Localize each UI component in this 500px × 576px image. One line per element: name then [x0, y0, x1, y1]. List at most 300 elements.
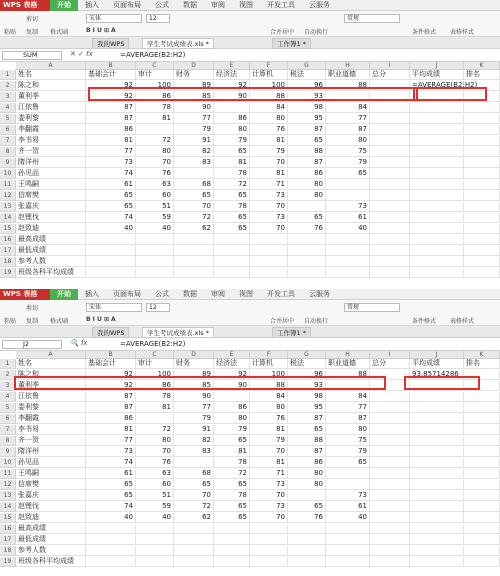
cell[interactable]: 91	[174, 425, 214, 435]
cell[interactable]	[464, 213, 500, 223]
cell[interactable]	[370, 246, 410, 256]
cell[interactable]: 73	[250, 213, 288, 223]
cell[interactable]: 税法	[288, 359, 326, 369]
cell[interactable]: 陈之和	[16, 81, 86, 91]
menu-review[interactable]: 审阅	[211, 289, 225, 298]
cell[interactable]	[410, 392, 464, 402]
cell[interactable]	[136, 546, 174, 556]
cell[interactable]	[214, 392, 250, 402]
wps-logo[interactable]: WPS 表格	[0, 289, 50, 300]
cell[interactable]	[464, 458, 500, 468]
cell[interactable]	[136, 535, 174, 545]
cell[interactable]	[370, 213, 410, 223]
cell[interactable]: 65	[326, 458, 370, 468]
tab-student-grades[interactable]: 学生考试成绩表.xls *	[142, 38, 214, 49]
cell[interactable]: 87	[86, 114, 136, 124]
cell[interactable]	[288, 202, 326, 212]
cell[interactable]	[86, 557, 136, 567]
row-header[interactable]: 17	[0, 246, 16, 256]
row-header[interactable]: 18	[0, 546, 16, 556]
cell[interactable]: 61	[326, 502, 370, 512]
cell[interactable]	[410, 136, 464, 146]
cell[interactable]	[174, 458, 214, 468]
cell[interactable]	[464, 392, 500, 402]
cell[interactable]	[250, 246, 288, 256]
cell[interactable]: 40	[136, 513, 174, 523]
copy-button[interactable]: 复制	[26, 318, 39, 325]
cell[interactable]	[410, 125, 464, 135]
bold-button[interactable]: B I U ⊞ A	[86, 316, 116, 323]
cell[interactable]: 62	[174, 513, 214, 523]
cell[interactable]: 81	[250, 169, 288, 179]
row-header[interactable]: 7	[0, 136, 16, 146]
menu-start[interactable]: 开始	[50, 289, 78, 300]
cell[interactable]: 最低成绩	[16, 246, 86, 256]
fx-icon[interactable]: ✕ ✓ fx	[70, 50, 93, 58]
cell[interactable]: 88	[326, 81, 370, 91]
cell[interactable]: 85	[174, 92, 214, 102]
cell[interactable]: 74	[86, 169, 136, 179]
table-style-button[interactable]: 表格样式	[450, 29, 475, 36]
cell[interactable]: 70	[250, 513, 288, 523]
cell[interactable]: 隋洋州	[16, 447, 86, 457]
cell[interactable]	[214, 546, 250, 556]
cell[interactable]	[370, 414, 410, 424]
cell[interactable]: 80	[214, 125, 250, 135]
cell[interactable]: 86	[288, 169, 326, 179]
cell[interactable]	[214, 246, 250, 256]
conditional-format-button[interactable]: 条件格式	[412, 29, 437, 36]
cell[interactable]	[370, 224, 410, 234]
cell[interactable]: 86	[214, 114, 250, 124]
cell[interactable]	[174, 246, 214, 256]
cell[interactable]	[464, 524, 500, 534]
row-header[interactable]: 3	[0, 92, 16, 102]
cell[interactable]: 娄利黎	[16, 114, 86, 124]
row-header[interactable]: 3	[0, 381, 16, 391]
cell[interactable]: 92	[214, 370, 250, 380]
row-header[interactable]: 5	[0, 403, 16, 413]
cell[interactable]	[464, 268, 500, 278]
cell[interactable]: 80	[250, 114, 288, 124]
cell[interactable]	[370, 403, 410, 413]
cell[interactable]: 91	[174, 136, 214, 146]
cell[interactable]: 60	[136, 480, 174, 490]
cell[interactable]	[136, 524, 174, 534]
cell[interactable]	[464, 480, 500, 490]
cell[interactable]: 孙见品	[16, 169, 86, 179]
cell[interactable]: 40	[136, 224, 174, 234]
wrap-button[interactable]: 自动换行	[304, 29, 329, 36]
cell[interactable]	[410, 513, 464, 523]
cell[interactable]: 59	[136, 213, 174, 223]
cell[interactable]: 96	[288, 370, 326, 380]
cell[interactable]	[370, 436, 410, 446]
cell[interactable]: 73	[250, 191, 288, 201]
cell[interactable]: 赵致迪	[16, 513, 86, 523]
cell[interactable]: 61	[86, 180, 136, 190]
cell[interactable]: 江依鲁	[16, 392, 86, 402]
cell[interactable]: 赵锂伐	[16, 213, 86, 223]
cell[interactable]: 87	[326, 414, 370, 424]
cell[interactable]: 100	[250, 370, 288, 380]
cell[interactable]	[410, 180, 464, 190]
column-header-H[interactable]: H	[326, 62, 370, 70]
cell[interactable]	[410, 557, 464, 567]
cell[interactable]	[288, 557, 326, 567]
cell[interactable]: 79	[214, 425, 250, 435]
cell[interactable]: 赵锂伐	[16, 502, 86, 512]
cell[interactable]	[250, 235, 288, 245]
cell[interactable]: 85	[174, 381, 214, 391]
column-header-A[interactable]: A	[16, 351, 86, 359]
cell[interactable]	[410, 469, 464, 479]
format-painter-button[interactable]: 格式刷	[50, 29, 69, 36]
cell[interactable]: 65	[174, 191, 214, 201]
column-header-J[interactable]: J	[410, 351, 464, 359]
cell[interactable]: 平均成绩	[410, 70, 464, 80]
cell[interactable]: 江依鲁	[16, 103, 86, 113]
cell[interactable]	[370, 447, 410, 457]
cell[interactable]	[464, 535, 500, 545]
cell[interactable]	[370, 513, 410, 523]
menu-data[interactable]: 数据	[183, 0, 197, 9]
cell[interactable]: 80	[326, 425, 370, 435]
cell[interactable]	[464, 546, 500, 556]
cell[interactable]	[464, 513, 500, 523]
row-header[interactable]: 10	[0, 458, 16, 468]
cell[interactable]: 72	[136, 136, 174, 146]
fx-icon[interactable]: 🔍 fx	[70, 339, 88, 347]
cell[interactable]: 72	[214, 469, 250, 479]
cell[interactable]	[410, 458, 464, 468]
cell[interactable]: 基础会计	[86, 70, 136, 80]
tab-my-wps[interactable]: 我的WPS	[92, 327, 129, 338]
cell[interactable]	[410, 535, 464, 545]
number-format-select[interactable]: 常规	[344, 303, 400, 312]
cell[interactable]: 84	[250, 103, 288, 113]
wrap-button[interactable]: 自动换行	[304, 318, 329, 325]
cell[interactable]: 71	[250, 180, 288, 190]
cell[interactable]	[370, 480, 410, 490]
cell[interactable]	[370, 257, 410, 267]
cell[interactable]: 65	[86, 480, 136, 490]
menu-view[interactable]: 视图	[239, 289, 253, 298]
cell[interactable]	[410, 480, 464, 490]
cell[interactable]: 86	[136, 92, 174, 102]
cell[interactable]: 65	[326, 169, 370, 179]
cell[interactable]: 93	[288, 381, 326, 391]
cell[interactable]	[326, 257, 370, 267]
cell[interactable]: =AVERAGE(B2:H2)	[412, 81, 478, 89]
row-header[interactable]: 16	[0, 524, 16, 534]
cell[interactable]	[410, 268, 464, 278]
cell[interactable]	[370, 235, 410, 245]
menu-formula[interactable]: 公式	[155, 0, 169, 9]
cell[interactable]	[370, 425, 410, 435]
menu-review[interactable]: 审阅	[211, 0, 225, 9]
cell[interactable]: 76	[250, 414, 288, 424]
column-header-C[interactable]: C	[136, 351, 174, 359]
cell[interactable]: 40	[326, 224, 370, 234]
cell[interactable]: 60	[136, 191, 174, 201]
cell[interactable]: 82	[174, 147, 214, 157]
cell[interactable]	[370, 169, 410, 179]
column-header-F[interactable]: F	[250, 351, 288, 359]
cell[interactable]: 78	[214, 169, 250, 179]
row-header[interactable]: 19	[0, 268, 16, 278]
cell[interactable]: 65	[214, 513, 250, 523]
cell[interactable]	[136, 414, 174, 424]
cell[interactable]: 经济法	[214, 70, 250, 80]
cell[interactable]	[86, 257, 136, 267]
cell[interactable]: 59	[136, 502, 174, 512]
cell[interactable]: 90	[214, 92, 250, 102]
cell[interactable]: 73	[86, 158, 136, 168]
cell[interactable]: 87	[86, 392, 136, 402]
cell[interactable]: 63	[136, 180, 174, 190]
cell[interactable]: 职业道德	[326, 70, 370, 80]
cell[interactable]: 86	[86, 125, 136, 135]
cell[interactable]: 87	[326, 125, 370, 135]
cell[interactable]	[214, 257, 250, 267]
cell[interactable]: 税法	[288, 70, 326, 80]
cell[interactable]: 79	[250, 436, 288, 446]
cell[interactable]: 65	[214, 213, 250, 223]
cell[interactable]	[174, 257, 214, 267]
cell[interactable]	[410, 213, 464, 223]
cell[interactable]: 40	[86, 513, 136, 523]
cell[interactable]: 81	[214, 158, 250, 168]
cell[interactable]: 84	[250, 392, 288, 402]
row-header[interactable]: 14	[0, 213, 16, 223]
cell[interactable]: 90	[214, 381, 250, 391]
cell[interactable]: 董利季	[16, 92, 86, 102]
cell[interactable]	[174, 169, 214, 179]
column-header-D[interactable]: D	[174, 351, 214, 359]
tab-workbook1[interactable]: 工作簿1 *	[272, 327, 311, 338]
cell[interactable]: 78	[214, 458, 250, 468]
cell[interactable]: 审计	[136, 70, 174, 80]
cell[interactable]: 82	[174, 436, 214, 446]
cell[interactable]	[410, 224, 464, 234]
cell[interactable]	[410, 257, 464, 267]
formula-input[interactable]: =AVERAGE(B2:H2)	[120, 51, 186, 59]
cell[interactable]: 隋洋州	[16, 158, 86, 168]
cell[interactable]: 65	[86, 491, 136, 501]
cell[interactable]: 88	[250, 92, 288, 102]
cell[interactable]	[288, 235, 326, 245]
cell[interactable]: 李书易	[16, 136, 86, 146]
cell[interactable]: 81	[86, 425, 136, 435]
cell[interactable]: 87	[288, 125, 326, 135]
cell[interactable]: 87	[288, 414, 326, 424]
cell[interactable]: 姓名	[16, 70, 86, 80]
cell[interactable]	[370, 458, 410, 468]
cell[interactable]	[370, 180, 410, 190]
paste-button[interactable]: 粘贴	[4, 318, 17, 325]
cell[interactable]	[326, 235, 370, 245]
row-header[interactable]: 9	[0, 158, 16, 168]
cell[interactable]: 90	[174, 103, 214, 113]
cell[interactable]: 80	[326, 136, 370, 146]
cell[interactable]: 63	[136, 469, 174, 479]
menu-dev-tools[interactable]: 开发工具	[267, 289, 295, 298]
cell[interactable]: 最高成绩	[16, 235, 86, 245]
cell[interactable]	[288, 524, 326, 534]
cell[interactable]: 娄利黎	[16, 403, 86, 413]
cell[interactable]: 信席樊	[16, 480, 86, 490]
column-header-K[interactable]: K	[464, 351, 500, 359]
cell[interactable]	[174, 268, 214, 278]
cell[interactable]: 88	[326, 370, 370, 380]
merge-button[interactable]: 合并居中	[270, 318, 295, 325]
row-header[interactable]: 19	[0, 557, 16, 567]
column-header-A[interactable]: A	[16, 62, 86, 70]
cell[interactable]: 信席樊	[16, 191, 86, 201]
cell[interactable]	[370, 546, 410, 556]
cell[interactable]: 总分	[370, 359, 410, 369]
cell[interactable]: 79	[174, 414, 214, 424]
cell[interactable]	[464, 246, 500, 256]
cell[interactable]: 王鸣嗣	[16, 180, 86, 190]
row-header[interactable]: 4	[0, 103, 16, 113]
cell[interactable]: 92	[214, 81, 250, 91]
cell[interactable]	[370, 392, 410, 402]
cell[interactable]	[250, 535, 288, 545]
cell[interactable]: 40	[326, 513, 370, 523]
cell[interactable]: 70	[250, 158, 288, 168]
cell[interactable]	[410, 202, 464, 212]
tab-workbook1[interactable]: 工作簿1 *	[272, 38, 311, 49]
cell[interactable]	[464, 169, 500, 179]
cell[interactable]	[370, 535, 410, 545]
cell[interactable]	[410, 491, 464, 501]
font-size-select[interactable]: 12	[146, 303, 170, 312]
cell[interactable]: 73	[250, 502, 288, 512]
cell[interactable]	[86, 235, 136, 245]
cell[interactable]	[464, 180, 500, 190]
cell[interactable]: 65	[214, 224, 250, 234]
cell[interactable]: 80	[136, 147, 174, 157]
cell[interactable]: 88	[250, 381, 288, 391]
cell[interactable]: 100	[136, 81, 174, 91]
cell[interactable]	[370, 158, 410, 168]
cell[interactable]: 70	[174, 491, 214, 501]
cell[interactable]	[370, 557, 410, 567]
conditional-format-button[interactable]: 条件格式	[412, 318, 437, 325]
cell[interactable]	[464, 103, 500, 113]
cell[interactable]: 62	[174, 224, 214, 234]
cell[interactable]	[410, 546, 464, 556]
cell[interactable]: 86	[214, 403, 250, 413]
cell[interactable]	[410, 191, 464, 201]
cell[interactable]: 65	[86, 191, 136, 201]
cell[interactable]	[370, 147, 410, 157]
cell[interactable]	[174, 524, 214, 534]
cell[interactable]	[214, 103, 250, 113]
cell[interactable]	[136, 557, 174, 567]
cell[interactable]: 77	[174, 403, 214, 413]
cell[interactable]: 审计	[136, 359, 174, 369]
cell[interactable]: 68	[174, 469, 214, 479]
paste-button[interactable]: 粘贴	[4, 29, 17, 36]
cell[interactable]	[370, 191, 410, 201]
column-header-B[interactable]: B	[86, 62, 136, 70]
cell[interactable]: 财务	[174, 70, 214, 80]
cell[interactable]	[288, 491, 326, 501]
cell[interactable]: 65	[288, 213, 326, 223]
cell[interactable]: 100	[136, 370, 174, 380]
row-header[interactable]: 14	[0, 502, 16, 512]
cell[interactable]	[370, 136, 410, 146]
row-header[interactable]: 12	[0, 480, 16, 490]
cell[interactable]	[136, 246, 174, 256]
cell[interactable]	[464, 557, 500, 567]
cell[interactable]	[86, 246, 136, 256]
merge-button[interactable]: 合并居中	[270, 29, 295, 36]
row-header[interactable]: 8	[0, 436, 16, 446]
cell[interactable]	[464, 414, 500, 424]
cell[interactable]	[464, 425, 500, 435]
cell[interactable]	[370, 103, 410, 113]
row-header[interactable]: 1	[0, 70, 16, 80]
cell[interactable]: 78	[214, 491, 250, 501]
cell[interactable]	[464, 158, 500, 168]
cell[interactable]: 92	[86, 381, 136, 391]
cell[interactable]: 79	[326, 447, 370, 457]
cell[interactable]	[370, 202, 410, 212]
number-format-select[interactable]: 常规	[344, 14, 400, 23]
cell[interactable]: 参考人数	[16, 546, 86, 556]
cell[interactable]	[250, 546, 288, 556]
font-select[interactable]: 宋体	[86, 14, 142, 23]
cell[interactable]: 40	[86, 224, 136, 234]
cell[interactable]: 排名	[464, 359, 500, 369]
cell[interactable]	[464, 257, 500, 267]
cell[interactable]: 80	[288, 180, 326, 190]
cell[interactable]: 81	[214, 447, 250, 457]
cell[interactable]	[410, 246, 464, 256]
row-header[interactable]: 6	[0, 125, 16, 135]
cell[interactable]: 65	[288, 136, 326, 146]
cell[interactable]: 65	[214, 480, 250, 490]
cell[interactable]	[464, 191, 500, 201]
column-header-H[interactable]: H	[326, 351, 370, 359]
cell[interactable]	[250, 268, 288, 278]
cell[interactable]: 51	[136, 491, 174, 501]
column-header-J[interactable]: J	[410, 62, 464, 70]
column-header-K[interactable]: K	[464, 62, 500, 70]
cell[interactable]	[410, 169, 464, 179]
cell[interactable]: 计算机	[250, 70, 288, 80]
column-header-E[interactable]: E	[214, 62, 250, 70]
column-header-G[interactable]: G	[288, 62, 326, 70]
cell[interactable]	[326, 546, 370, 556]
cell[interactable]	[326, 246, 370, 256]
table-style-button[interactable]: 表格样式	[450, 318, 475, 325]
cell[interactable]	[136, 235, 174, 245]
cell[interactable]	[214, 524, 250, 534]
cell[interactable]: 参考人数	[16, 257, 86, 267]
cell[interactable]	[214, 535, 250, 545]
cell[interactable]	[214, 557, 250, 567]
cell[interactable]: 72	[214, 180, 250, 190]
cell[interactable]: 77	[86, 147, 136, 157]
cell[interactable]: 李翻霞	[16, 414, 86, 424]
menu-cloud[interactable]: 云服务	[309, 0, 330, 9]
cell[interactable]: 70	[250, 491, 288, 501]
